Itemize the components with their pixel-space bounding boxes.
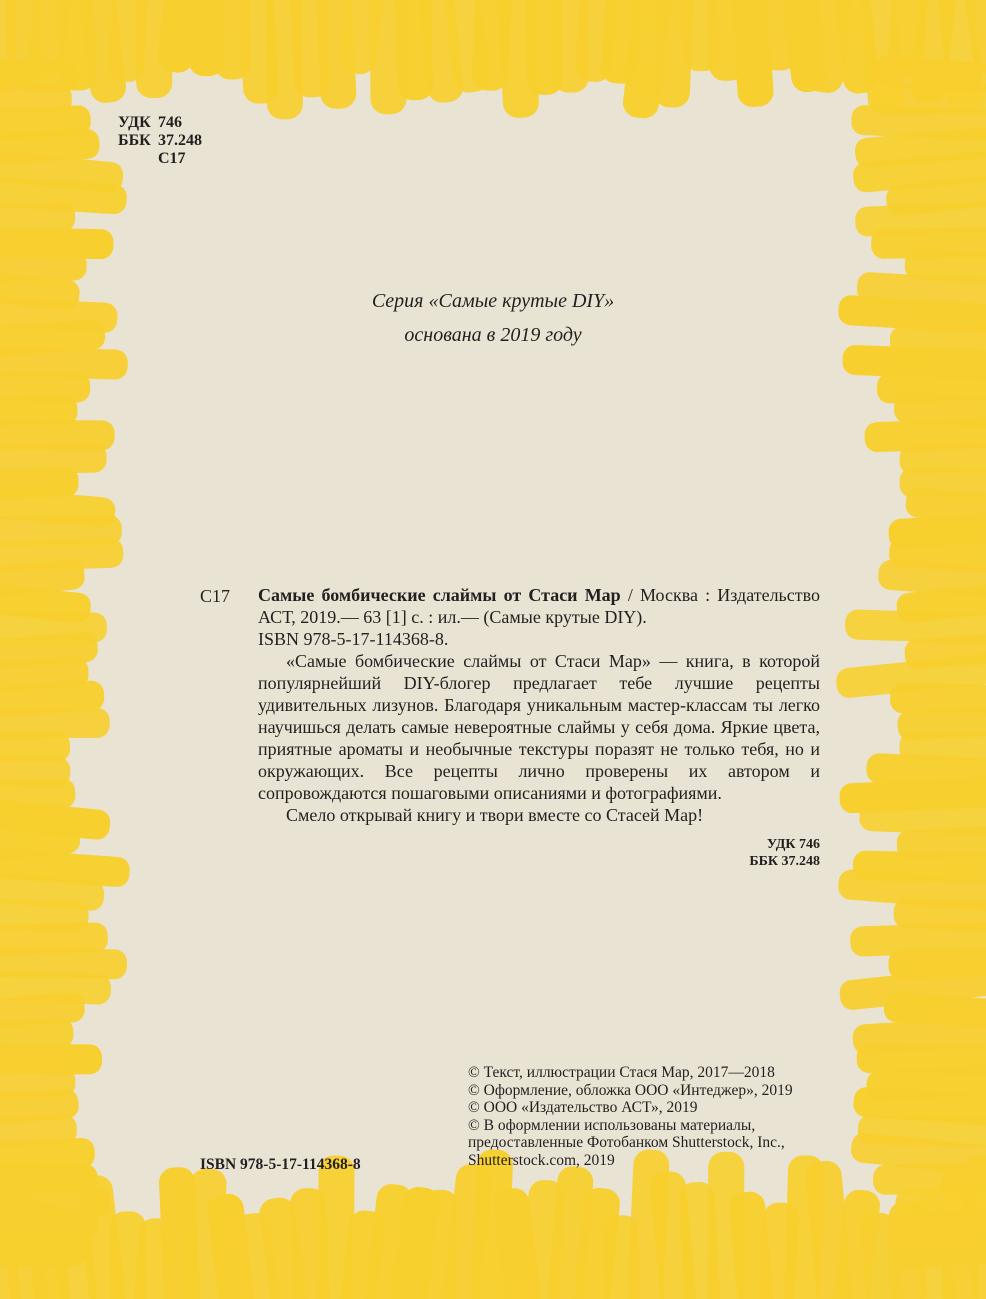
brush-stroke: [894, 1233, 986, 1269]
imprint: / Москва : Издательство АСТ, 2019.— 63 [1] с. : ил.— (Самые крутые DIY).: [258, 585, 820, 627]
entry-isbn: ISBN 978-5-17-114368-8.: [258, 629, 449, 649]
copyright-line: © В оформлении использованы материалы,: [468, 1116, 756, 1134]
udk-value: 746: [158, 114, 182, 131]
bbk-value: 37.248: [158, 132, 202, 149]
isbn-bottom: ISBN 978-5-17-114368-8: [200, 1156, 361, 1173]
bbk-label: ББК: [118, 132, 151, 149]
book-title: Самые бомбические слаймы от Стаси Мар: [258, 585, 621, 605]
series-line-2: основана в 2019 году: [404, 324, 582, 346]
classification-right: [600, 836, 820, 870]
catalog-entry: [258, 584, 820, 826]
series-line-1: Серия «Самые крутые DIY»: [371, 290, 615, 312]
copyright-block: [468, 1064, 828, 1170]
bbk-right: ББК 37.248: [749, 854, 820, 869]
udk-right: УДК 746: [766, 837, 820, 852]
copyright-line: © Оформление, обложка ООО «Интеджер», 2019: [468, 1081, 793, 1099]
closing-line: Смело открывай книгу и твори вместе со Стасей Мар!: [286, 805, 704, 825]
copyright-line: Shutterstock.com, 2019: [468, 1151, 615, 1169]
author-mark: С17: [158, 150, 186, 167]
copyright-line: © Текст, иллюстрации Стася Мар, 2017—2018: [468, 1064, 775, 1081]
annotation: «Самые бомбические слаймы от Стаси Мар» — книга, в которой популярнейший DIY-блогер предлагает тебе лучшие рецепты удивительных лизунов. Благодаря уникальным мастер-классам ты легко научишься делать самые невероятные слаймы у себя дома. Яркие цвета, приятные ароматы и необычные текстуры поразят не только тебя, но и окружающих. Все рецепты лично проверены их автором и сопровождаются пошаговыми описаниями и фотографиями.: [258, 651, 820, 803]
udk-label: УДК: [118, 114, 151, 131]
classification-block: [118, 114, 202, 168]
entry-author-mark: С17: [200, 586, 231, 606]
copyright-line: предоставленные Фотобанком Shutterstock, Inc.,: [468, 1134, 785, 1152]
copyright-line: © ООО «Издательство АСТ», 2019: [468, 1099, 698, 1117]
brush-stroke: [0, 1235, 86, 1268]
